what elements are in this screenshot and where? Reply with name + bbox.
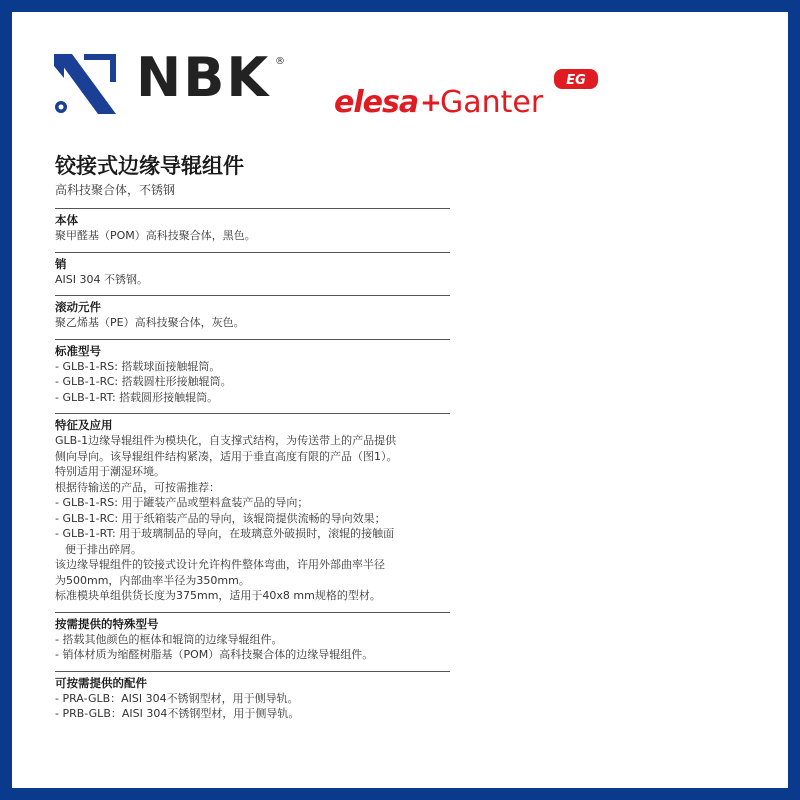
list-item: - GLB-1-RT: 搭载圆形接触辊筒。 [55, 390, 219, 404]
section-text: 根据待输送的产品，可按需推荐： [55, 480, 220, 494]
section-standard-models [55, 339, 450, 406]
section-text: GLB-1边缘导辊组件为模块化，自支撑式结构，为传送带上的产品提供 [55, 434, 397, 447]
list-item: - GLB-1-RS: 搭载球面接触辊筒。 [55, 359, 221, 373]
list-item: - GLB-1-RS: 用于罐装产品或塑料盒装产品的导向； [55, 496, 309, 509]
list-item: - GLB-1-RC: 用于纸箱装产品的导向，该辊筒提供流畅的导向效果； [55, 511, 386, 525]
list-item: - 销体材质为缩醛树脂基（POM）高科技聚合体的边缘导辊组件。 [55, 648, 374, 661]
registered-mark: ® [275, 56, 285, 67]
section-text: 聚甲醛基（POM）高科技聚合体，黑色。 [55, 229, 256, 242]
elesa-wordmark: elesa [334, 85, 419, 120]
list-item: - GLB-1-RT: 用于玻璃制品的导向，在玻璃意外破损时，滚辊的接触面 [55, 527, 395, 540]
section-text: 标准模块单组供货长度为375mm，适用于40x8 mm规格的型材。 [55, 589, 381, 602]
nbk-logo-icon [50, 52, 120, 116]
list-item-continuation: 便于排出碎屑。 [65, 542, 142, 556]
section-rolling-element [55, 295, 450, 331]
section-features [55, 413, 450, 604]
document-page [12, 12, 788, 788]
section-pin [55, 252, 450, 288]
list-item: - GLB-1-RC: 搭载圆柱形接触辊筒。 [55, 375, 232, 388]
section-text: 为500mm，内部曲率半径为350mm。 [55, 573, 250, 587]
section-heading: 特征及应用 [55, 418, 113, 432]
section-heading: 可按需提供的配件 [55, 675, 147, 690]
logo-bar [12, 12, 788, 132]
list-item: - PRB-GLB：AISI 304不锈钢型材，用于侧导轨。 [55, 707, 300, 720]
svg-text:EG: EG [566, 73, 586, 88]
section-heading: 按需提供的特殊型号 [55, 616, 159, 631]
section-body [55, 208, 450, 244]
section-accessories [55, 671, 450, 722]
elesa-ganter-logo [334, 68, 614, 128]
section-text: AISI 304 不锈钢。 [55, 272, 148, 286]
list-item: - 搭载其他颜色的框体和辊筒的边缘导辊组件。 [55, 632, 283, 646]
section-heading: 销 [55, 256, 67, 271]
section-heading: 本体 [55, 213, 78, 227]
section-text: 该边缘导辊组件的铰接式设计允许构件整体弯曲，许用外部曲率半径 [55, 558, 385, 571]
page-title: 铰接式边缘导辊组件 [55, 154, 244, 178]
eg-badge-icon [553, 68, 599, 90]
section-special-models [55, 612, 450, 663]
section-heading: 滚动元件 [55, 300, 101, 314]
section-heading: 标准型号 [55, 343, 101, 358]
plus-sign: + [420, 88, 442, 118]
page-subtitle: 高科技聚合体，不锈钢 [55, 183, 176, 197]
section-text: 特别适用于潮湿环境。 [55, 465, 165, 478]
section-text: 聚乙烯基（PE）高科技聚合体，灰色。 [55, 316, 245, 329]
list-item: - PRA-GLB：AISI 304不锈钢型材，用于侧导轨。 [55, 691, 299, 705]
nbk-wordmark: NBK [136, 46, 271, 109]
ganter-wordmark: Ganter [440, 85, 544, 120]
product-description [55, 152, 450, 722]
section-text: 侧向导向。该导辊组件结构紧凑，适用于垂直高度有限的产品（图1）。 [55, 449, 398, 463]
